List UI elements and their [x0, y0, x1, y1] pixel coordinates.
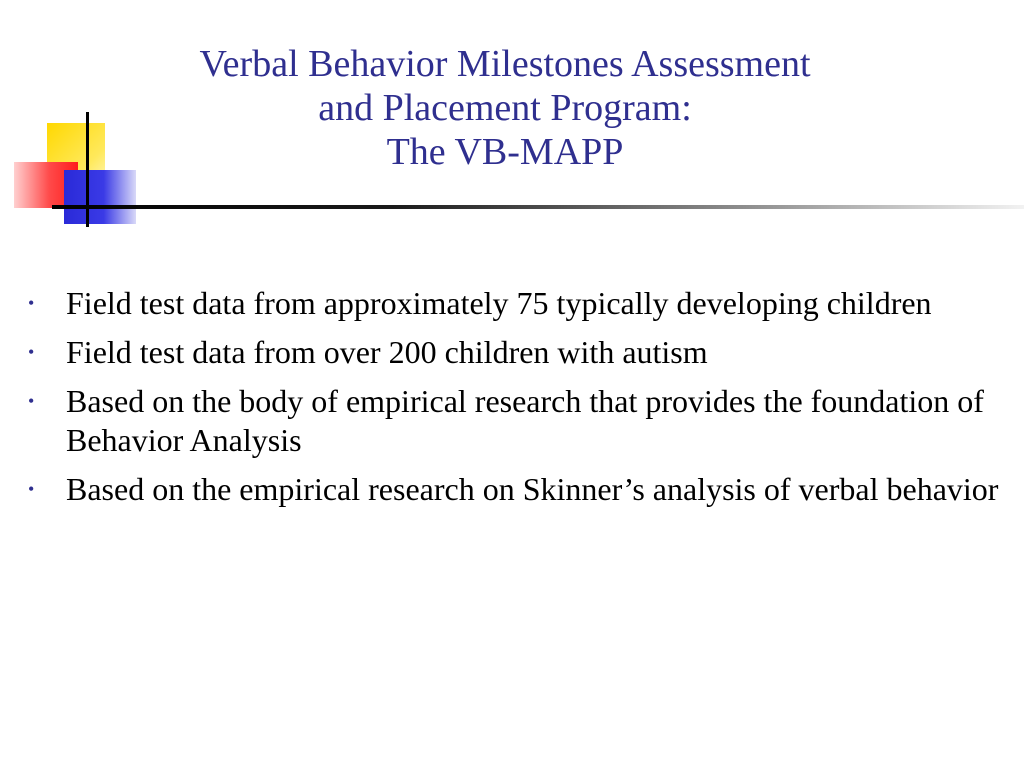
slide-title — [100, 42, 910, 174]
bullet-text: Field test data from over 200 children with autism — [66, 334, 708, 370]
bullet-item — [28, 284, 1013, 323]
bullet-dot-icon: • — [28, 342, 35, 362]
bullet-item — [28, 382, 1013, 460]
title-line-3: The VB-MAPP — [386, 131, 624, 173]
blue-square-decoration — [64, 170, 136, 224]
title-underline-rule — [52, 205, 1024, 209]
bullet-dot-icon: • — [28, 479, 35, 499]
bullet-dot-icon: • — [28, 293, 35, 313]
bullet-dot-icon: • — [28, 391, 35, 411]
bullet-text: Based on the body of empirical research that provides the foundation of Behavior Analysis — [66, 383, 984, 458]
bullet-list — [28, 284, 1013, 519]
title-line-1: Verbal Behavior Milestones Assessment — [199, 43, 811, 85]
vertical-rule — [86, 112, 89, 227]
title-line-2: and Placement Program: — [318, 87, 692, 129]
bullet-text: Field test data from approximately 75 typically developing children — [66, 285, 932, 321]
bullet-text: Based on the empirical research on Skinner’s analysis of verbal behavior — [66, 471, 999, 507]
bullet-item — [28, 333, 1013, 372]
bullet-item — [28, 470, 1013, 509]
